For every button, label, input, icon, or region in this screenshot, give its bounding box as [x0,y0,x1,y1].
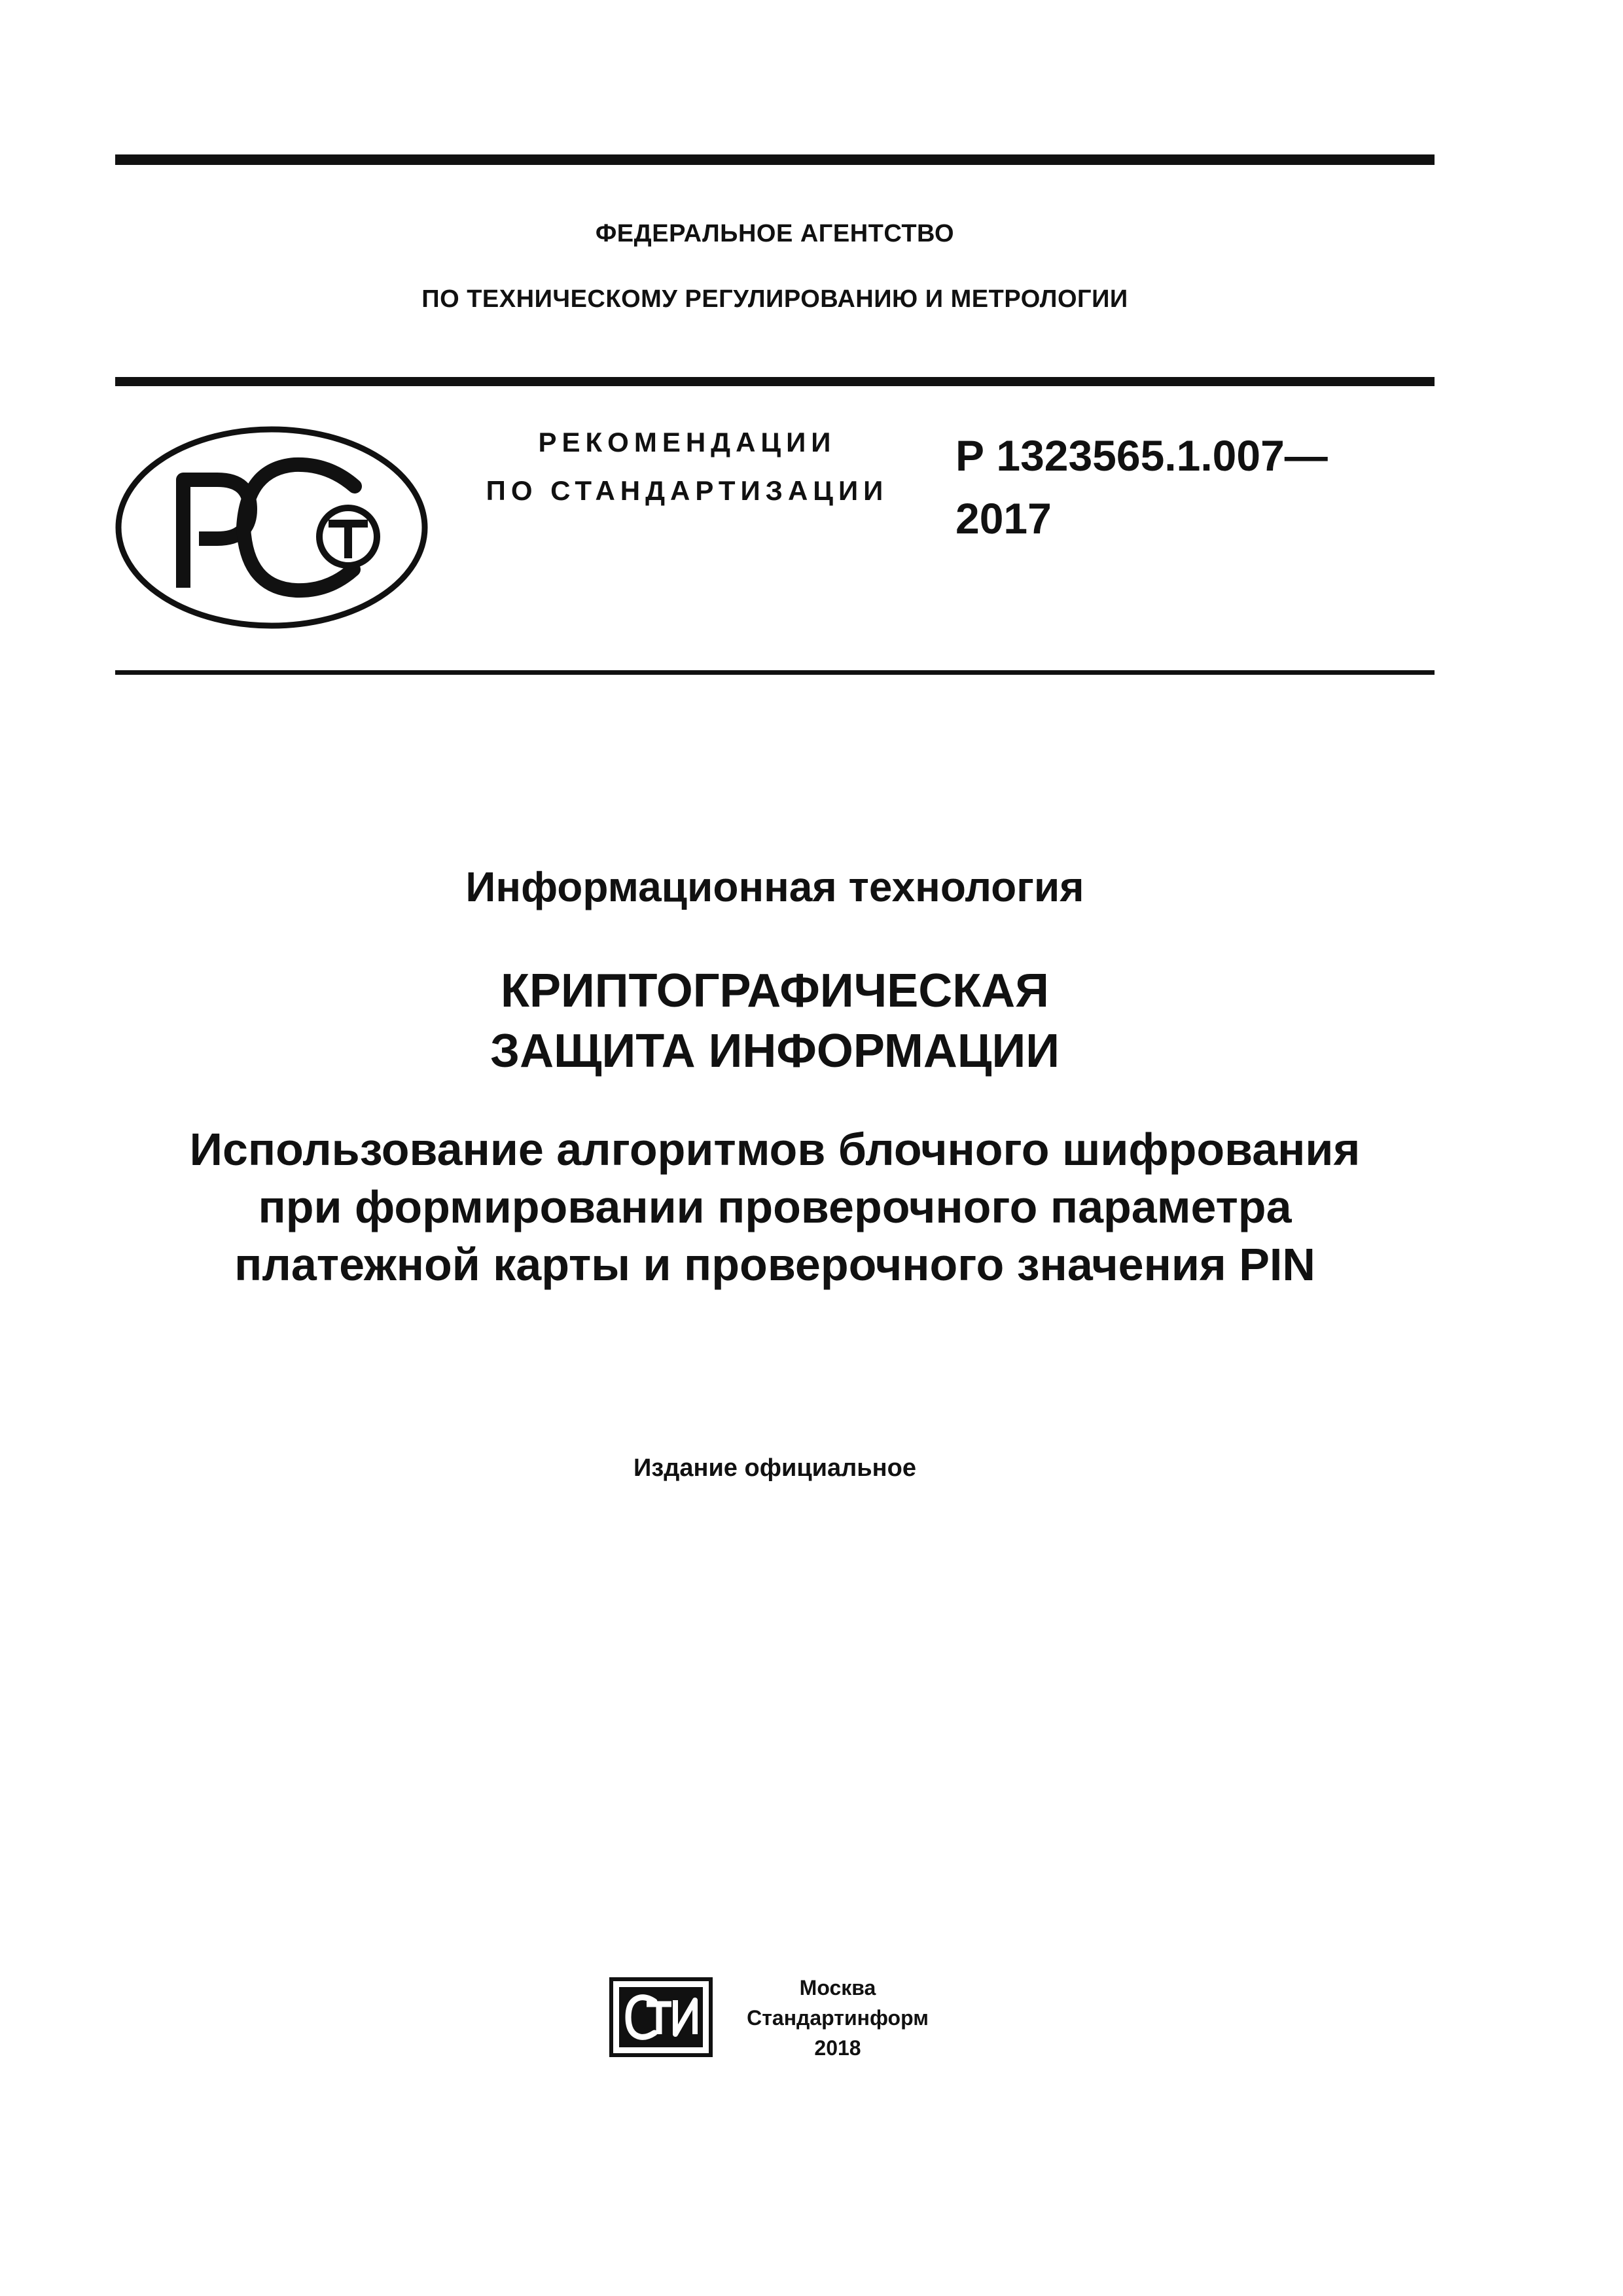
title-main [115,961,1435,1081]
publisher-year: 2018 [814,2036,861,2060]
document-designation [955,424,1440,550]
title-sub-line-1: Использование алгоритмов блочного шифрования [189,1124,1361,1175]
title-sub-line-2: при формировании проверочного параметра [258,1181,1292,1232]
document-type-line-1: РЕКОМЕНДАЦИИ [538,427,836,457]
title-subtitle [115,1121,1435,1293]
standartinform-logo-icon [609,1977,713,2058]
document-type-line-2: ПО СТАНДАРТИЗАЦИИ [486,475,889,506]
title-main-line-1: КРИПТОГРАФИЧЕСКАЯ [501,965,1049,1017]
agency-line-2: ПО ТЕХНИЧЕСКОМУ РЕГУЛИРОВАНИЮ И МЕТРОЛОГИИ [421,285,1128,313]
rst-emblem-icon [113,424,431,631]
publisher-name: Стандартинформ [747,2006,929,2030]
title-main-line-2: ЗАЩИТА ИНФОРМАЦИИ [490,1025,1060,1077]
designation-year: 2017 [955,494,1052,543]
edition-label: Издание официальное [633,1454,916,1482]
bottom-rule [115,670,1435,675]
top-rule [115,154,1435,165]
publisher-block [713,1973,962,2063]
title-sub-line-3: платежной карты и проверочного значения PIN [234,1239,1315,1290]
middle-rule [115,377,1435,386]
publisher-city: Москва [799,1976,876,2000]
designation-number: Р 1323565.1.007— [955,431,1328,480]
title-subject: Информационная технология [465,863,1084,910]
agency-line-1: ФЕДЕРАЛЬНОЕ АГЕНТСТВО [595,220,955,247]
